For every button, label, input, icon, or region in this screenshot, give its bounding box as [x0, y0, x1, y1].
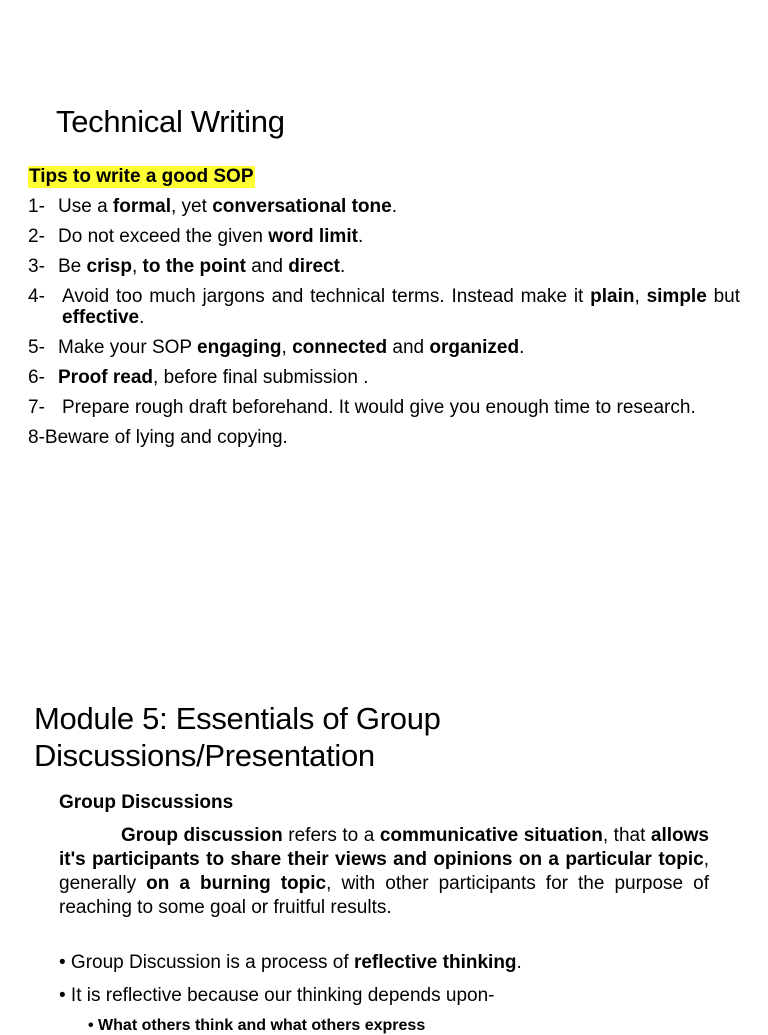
section-heading: Group Discussions [59, 792, 234, 813]
slide-title: Module 5: Essentials of Group Discussions/Presentation [34, 701, 441, 773]
list-item: 6- Proof read, before final submission . [28, 367, 369, 388]
highlighted-heading: Tips to write a good SOP [29, 166, 254, 187]
bullet-item: • Group Discussion is a process of reflective thinking. [59, 952, 522, 973]
sub-bullet-item: • What others think and what others express [88, 1017, 426, 1034]
tips-list [28, 196, 740, 457]
list-item: 8-Beware of lying and copying. [28, 427, 288, 448]
definition-paragraph: Group discussion refers to a communicative situation, that allows it's participants to share their views and opinions on a particular topic, generally on a burning topic, with other participants for the purpose of reaching to some goal or fruitful results. [59, 825, 709, 918]
list-item: 7- Prepare rough draft beforehand. It would give you enough time to research. [28, 397, 696, 418]
slide-module-5 [0, 680, 768, 1034]
list-item: 3- Be crisp, to the point and direct. [28, 256, 346, 277]
list-item: 5- Make your SOP engaging, connected and organized. [28, 337, 525, 358]
list-item: 4- Avoid too much jargons and technical terms. Instead make it plain, simple but effective. [28, 286, 740, 328]
list-item: 1- Use a formal, yet conversational tone. [28, 196, 397, 217]
slide-title: Technical Writing [56, 104, 285, 139]
list-item: 2- Do not exceed the given word limit. [28, 226, 364, 247]
bullet-item: • It is reflective because our thinking depends upon- [59, 985, 495, 1006]
